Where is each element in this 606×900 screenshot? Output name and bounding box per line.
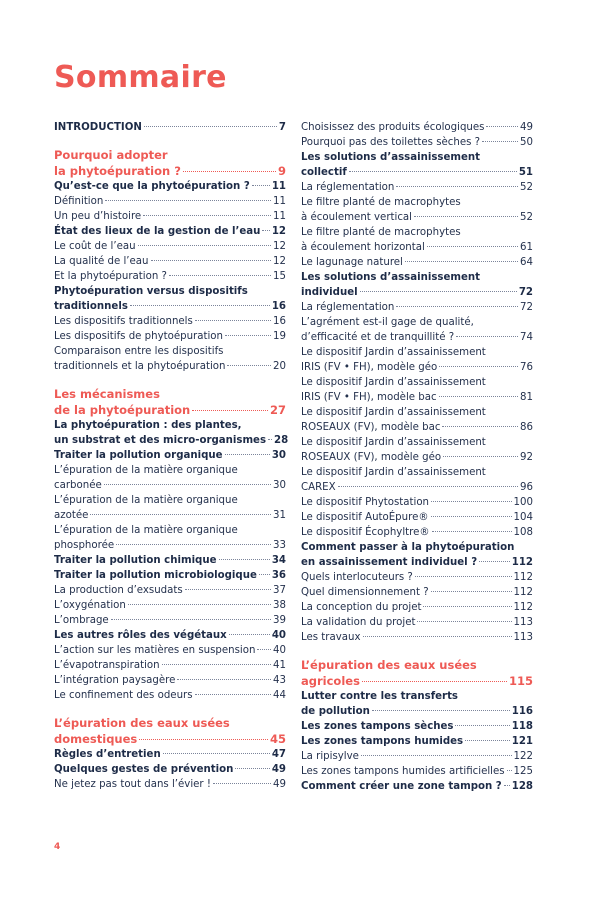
toc-entry-label: L’évapotranspiration bbox=[54, 660, 160, 671]
toc-entry-page: 11 bbox=[271, 181, 286, 192]
toc-heading-line: Pourquoi adopter bbox=[54, 148, 168, 162]
toc-entry-page: 45 bbox=[269, 732, 286, 746]
toc-entry-page: 15 bbox=[273, 271, 286, 282]
toc-entry bbox=[301, 719, 533, 734]
toc-entry-page: 31 bbox=[273, 510, 286, 521]
toc-entry-page: 122 bbox=[513, 751, 533, 762]
toc-entry-label: Traiter la pollution microbiologique bbox=[54, 570, 257, 581]
dot-leader bbox=[235, 768, 269, 769]
toc-entry-page: 125 bbox=[513, 766, 533, 777]
dot-leader bbox=[427, 246, 518, 247]
dot-leader bbox=[195, 694, 272, 695]
dot-leader bbox=[423, 606, 511, 607]
toc-entry bbox=[301, 135, 533, 150]
toc-entry-label: Les dispositifs traditionnels bbox=[54, 316, 193, 327]
toc-entry-label: Le dispositif Phytostation bbox=[301, 497, 430, 508]
toc-entry bbox=[54, 598, 286, 613]
toc-entry-page: 116 bbox=[511, 706, 533, 717]
dot-leader bbox=[417, 621, 511, 622]
toc-entry bbox=[301, 180, 533, 195]
toc-entry bbox=[301, 120, 533, 135]
toc-entry-label: L’ombrage bbox=[54, 615, 109, 626]
toc-entry bbox=[301, 630, 533, 645]
toc-entry-label: Qu’est-ce que la phytoépuration ? bbox=[54, 181, 250, 192]
dot-leader bbox=[219, 559, 270, 560]
toc-entry-page: 52 bbox=[520, 182, 533, 193]
toc-entry-page: 30 bbox=[273, 480, 286, 491]
toc-entry-page: 16 bbox=[271, 301, 286, 312]
toc-entry-page: 12 bbox=[271, 226, 286, 237]
dot-leader bbox=[363, 636, 512, 637]
toc-entry-label: CAREX bbox=[301, 482, 336, 493]
toc-entry-label: Définition bbox=[54, 196, 104, 207]
toc-entry-label: d’efficacité et de tranquillité ? bbox=[301, 332, 455, 343]
toc-entry-page: 112 bbox=[513, 572, 533, 583]
toc-entry-page: 40 bbox=[271, 630, 286, 641]
toc-heading-line: L’agrément est-il gage de qualité, bbox=[301, 317, 474, 328]
toc-entry-label: Comment créer une zone tampon ? bbox=[301, 781, 502, 792]
toc-entry bbox=[301, 255, 533, 270]
dot-leader bbox=[192, 410, 268, 411]
toc-entry-page: 108 bbox=[513, 527, 533, 538]
dot-leader bbox=[268, 439, 272, 440]
toc-entry bbox=[301, 300, 533, 315]
toc-entry-page: 33 bbox=[273, 540, 286, 551]
toc-column-right bbox=[301, 120, 533, 794]
toc-entry-label: carbonée bbox=[54, 480, 102, 491]
toc-heading-line: Le dispositif Jardin d’assainissement bbox=[301, 347, 486, 358]
toc-heading-line: Le dispositif Jardin d’assainissement bbox=[301, 467, 486, 478]
toc-entry bbox=[54, 762, 286, 777]
toc-heading-line: Les solutions d’assainissement bbox=[301, 272, 481, 283]
dot-leader bbox=[169, 275, 271, 276]
toc-heading-line: Le dispositif Jardin d’assainissement bbox=[301, 437, 486, 448]
toc-entry bbox=[301, 480, 533, 495]
toc-entry-page: 50 bbox=[520, 137, 533, 148]
toc-heading-line: Les solutions d’assainissement bbox=[301, 152, 481, 163]
toc-entry-page: 39 bbox=[273, 615, 286, 626]
toc-entry-label: Traiter la pollution chimique bbox=[54, 555, 217, 566]
dot-leader bbox=[177, 679, 271, 680]
dot-leader bbox=[229, 634, 270, 635]
toc-entry bbox=[301, 495, 533, 510]
toc-entry bbox=[54, 299, 286, 314]
toc-entry-label: Le lagunage naturel bbox=[301, 257, 403, 268]
dot-leader bbox=[104, 484, 271, 485]
toc-entry-label: Quelques gestes de prévention bbox=[54, 764, 234, 775]
toc-heading-line: Les mécanismes bbox=[54, 387, 160, 401]
toc-entry-page: 36 bbox=[271, 570, 286, 581]
dot-leader bbox=[405, 261, 518, 262]
toc-entry-page: 11 bbox=[273, 196, 286, 207]
toc-entry bbox=[301, 510, 533, 525]
toc-entry-page: 40 bbox=[273, 645, 286, 656]
toc-entry-label: Le confinement des odeurs bbox=[54, 690, 193, 701]
toc-entry bbox=[54, 209, 286, 224]
toc-heading-line: Le dispositif Jardin d’assainissement bbox=[301, 377, 486, 388]
toc-entry bbox=[301, 734, 533, 749]
toc-entry-label: phosphorée bbox=[54, 540, 115, 551]
dot-leader bbox=[443, 456, 518, 457]
toc-entry-label: Les dispositifs de phytoépuration bbox=[54, 331, 223, 342]
toc-entry-page: 115 bbox=[508, 674, 533, 688]
toc-entry bbox=[301, 330, 533, 345]
toc-entry bbox=[54, 673, 286, 688]
toc-entry bbox=[301, 615, 533, 630]
toc-entry-label: La validation du projet bbox=[301, 617, 416, 628]
dot-leader bbox=[262, 230, 269, 231]
toc-entry bbox=[54, 553, 286, 568]
toc-entry bbox=[301, 600, 533, 615]
toc-entry bbox=[301, 749, 533, 764]
toc-entry-label: État des lieux de la gestion de l’eau bbox=[54, 226, 261, 237]
dot-leader bbox=[455, 725, 509, 726]
toc-entry bbox=[301, 210, 533, 225]
toc-entry-label: individuel bbox=[301, 287, 358, 298]
toc-entry-label: Et la phytoépuration ? bbox=[54, 271, 167, 282]
toc-entry bbox=[54, 643, 286, 658]
toc-entry-page: 19 bbox=[273, 331, 286, 342]
toc-entry-label: ROSEAUX (FV), modèle bac bbox=[301, 422, 441, 433]
toc-entry-page: 128 bbox=[511, 781, 533, 792]
toc-entry bbox=[54, 239, 286, 254]
dot-leader bbox=[183, 171, 276, 172]
toc-entry-page: 11 bbox=[273, 211, 286, 222]
dot-leader bbox=[144, 126, 277, 127]
toc-entry-page: 37 bbox=[273, 585, 286, 596]
toc-entry-label: La production d’exsudats bbox=[54, 585, 183, 596]
toc-entry bbox=[54, 254, 286, 269]
toc-entry-page: 51 bbox=[518, 167, 533, 178]
toc-entry-label: Quel dimensionnement ? bbox=[301, 587, 429, 598]
toc-entry-page: 112 bbox=[513, 587, 533, 598]
toc-entry-label: agricoles bbox=[301, 674, 360, 688]
toc-entry bbox=[301, 285, 533, 300]
toc-entry-page: 41 bbox=[273, 660, 286, 671]
toc-entry-label: Les autres rôles des végétaux bbox=[54, 630, 227, 641]
toc-entry-page: 112 bbox=[513, 602, 533, 613]
toc-entry-page: 16 bbox=[273, 316, 286, 327]
toc-heading-line: Le filtre planté de macrophytes bbox=[301, 227, 461, 238]
dot-leader bbox=[415, 576, 512, 577]
toc-entry-page: 49 bbox=[520, 122, 533, 133]
toc-entry bbox=[54, 224, 286, 239]
toc-entry-label: L’intégration paysagère bbox=[54, 675, 176, 686]
toc-entry bbox=[301, 704, 533, 719]
toc-entry-label: traditionnels bbox=[54, 301, 128, 312]
toc-entry-page: 76 bbox=[520, 362, 533, 373]
dot-leader bbox=[414, 216, 518, 217]
toc-entry-page: 86 bbox=[520, 422, 533, 433]
toc-entry bbox=[301, 165, 533, 180]
toc-entry-label: ROSEAUX (FV), modèle géo bbox=[301, 452, 442, 463]
dot-leader bbox=[139, 739, 268, 740]
toc-entry-label: un substrat et des micro-organismes bbox=[54, 435, 267, 446]
toc-entry-label: IRIS (FV • FH), modèle géo bbox=[301, 362, 438, 373]
toc-entry bbox=[54, 583, 286, 598]
toc-entry-page: 49 bbox=[271, 764, 286, 775]
toc-entry-page: 9 bbox=[277, 164, 286, 178]
toc-entry bbox=[54, 508, 286, 523]
dot-leader bbox=[439, 366, 518, 367]
dot-leader bbox=[225, 454, 270, 455]
dot-leader bbox=[396, 306, 518, 307]
toc-entry-label: Traiter la pollution organique bbox=[54, 450, 223, 461]
toc-entry bbox=[301, 390, 533, 405]
toc-entry-page: 104 bbox=[513, 512, 533, 523]
toc-heading-line: Lutter contre les transferts bbox=[301, 691, 459, 702]
toc-entry-page: 44 bbox=[273, 690, 286, 701]
dot-leader bbox=[482, 141, 518, 142]
toc-entry-label: Le dispositif AutoÉpure® bbox=[301, 512, 429, 523]
toc-entry-page: 43 bbox=[273, 675, 286, 686]
dot-leader bbox=[431, 591, 512, 592]
toc-entry bbox=[54, 538, 286, 553]
toc-heading-line: Le filtre planté de macrophytes bbox=[301, 197, 461, 208]
toc-entry-label: de la phytoépuration bbox=[54, 403, 191, 417]
dot-leader bbox=[111, 619, 271, 620]
toc-entry-label: INTRODUCTION bbox=[54, 122, 142, 133]
toc-entry-label: traditionnels et la phytoépuration bbox=[54, 361, 226, 372]
toc-entry bbox=[301, 240, 533, 255]
toc-entry-page: 27 bbox=[269, 403, 286, 417]
toc-entry-page: 112 bbox=[511, 557, 533, 568]
dot-leader bbox=[431, 501, 512, 502]
dot-leader bbox=[185, 589, 271, 590]
toc-entry bbox=[301, 570, 533, 585]
toc-entry bbox=[54, 747, 286, 762]
toc-entry bbox=[301, 525, 533, 540]
toc-entry bbox=[301, 450, 533, 465]
dot-leader bbox=[151, 260, 272, 261]
toc-entry bbox=[54, 433, 289, 448]
dot-leader bbox=[252, 185, 270, 186]
dot-leader bbox=[349, 171, 517, 172]
dot-leader bbox=[362, 681, 507, 682]
toc-heading-line: Le dispositif Jardin d’assainissement bbox=[301, 407, 486, 418]
toc-entry-label: Règles d’entretien bbox=[54, 749, 161, 760]
toc-heading-line: L’épuration de la matière organique bbox=[54, 465, 238, 476]
page-title: Sommaire bbox=[54, 60, 227, 95]
toc-entry-label: L’oxygénation bbox=[54, 600, 126, 611]
toc-entry-label: La ripisylve bbox=[301, 751, 359, 762]
toc-entry-page: 118 bbox=[511, 721, 533, 732]
toc-entry-label: à écoulement horizontal bbox=[301, 242, 425, 253]
toc-entry-label: La qualité de l’eau bbox=[54, 256, 149, 267]
toc-entry bbox=[54, 658, 286, 673]
toc-entry bbox=[301, 585, 533, 600]
toc-entry-label: Pourquoi pas des toilettes sèches ? bbox=[301, 137, 481, 148]
toc-entry bbox=[54, 448, 286, 463]
toc-entry bbox=[54, 731, 286, 747]
dot-leader bbox=[162, 664, 271, 665]
dot-leader bbox=[372, 710, 510, 711]
toc-entry-label: en assainissement individuel ? bbox=[301, 557, 478, 568]
toc-entry-page: 38 bbox=[273, 600, 286, 611]
toc-heading-line: Phytoépuration versus dispositifs bbox=[54, 286, 248, 297]
dot-leader bbox=[479, 561, 510, 562]
dot-leader bbox=[456, 336, 518, 337]
dot-leader bbox=[432, 531, 512, 532]
toc-entry bbox=[301, 779, 533, 794]
toc-entry-page: 49 bbox=[273, 779, 286, 790]
toc-entry-page: 96 bbox=[520, 482, 533, 493]
toc-entry-label: Choisissez des produits écologiques bbox=[301, 122, 485, 133]
toc-entry bbox=[54, 777, 286, 792]
toc-entry-label: à écoulement vertical bbox=[301, 212, 413, 223]
toc-entry bbox=[54, 613, 286, 628]
toc-entry-label: Les zones tampons sèches bbox=[301, 721, 454, 732]
dot-leader bbox=[130, 305, 270, 306]
toc-entry-label: de pollution bbox=[301, 706, 370, 717]
toc-entry-page: 92 bbox=[520, 452, 533, 463]
dot-leader bbox=[116, 544, 271, 545]
toc-entry-label: IRIS (FV • FH), modèle bac bbox=[301, 392, 437, 403]
toc-entry-label: La conception du projet bbox=[301, 602, 422, 613]
dot-leader bbox=[504, 785, 510, 786]
toc-entry bbox=[301, 673, 533, 689]
dot-leader bbox=[259, 574, 270, 575]
toc-entry-label: Quels interlocuteurs ? bbox=[301, 572, 413, 583]
toc-entry-label: La réglementation bbox=[301, 302, 395, 313]
toc-entry bbox=[54, 194, 286, 209]
toc-entry bbox=[54, 688, 286, 703]
toc-entry bbox=[54, 359, 286, 374]
toc-entry bbox=[54, 163, 286, 179]
toc-entry-label: Les zones tampons humides artificielles bbox=[301, 766, 505, 777]
dot-leader bbox=[213, 783, 271, 784]
toc-entry-page: 30 bbox=[271, 450, 286, 461]
dot-leader bbox=[431, 516, 512, 517]
toc-entry bbox=[54, 478, 286, 493]
toc-entry bbox=[54, 120, 286, 135]
toc-entry-page: 113 bbox=[513, 617, 533, 628]
toc-entry-label: Le dispositif Écophyltre® bbox=[301, 527, 430, 538]
toc-entry-label: azotée bbox=[54, 510, 89, 521]
toc-entry bbox=[301, 764, 533, 779]
dot-leader bbox=[507, 770, 512, 771]
toc-entry-page: 20 bbox=[273, 361, 286, 372]
toc-entry-label: la phytoépuration ? bbox=[54, 164, 181, 178]
dot-leader bbox=[195, 320, 271, 321]
toc-entry-label: collectif bbox=[301, 167, 347, 178]
dot-leader bbox=[361, 755, 512, 756]
toc-entry-label: Les zones tampons humides bbox=[301, 736, 464, 747]
toc-entry-page: 72 bbox=[520, 302, 533, 313]
dot-leader bbox=[360, 291, 517, 292]
toc-entry bbox=[301, 555, 533, 570]
toc-heading-line: L’épuration de la matière organique bbox=[54, 495, 238, 506]
page-number: 4 bbox=[54, 842, 61, 852]
toc-entry bbox=[54, 628, 286, 643]
toc-entry bbox=[54, 329, 286, 344]
dot-leader bbox=[442, 426, 518, 427]
toc-entry bbox=[54, 179, 286, 194]
toc-entry-page: 47 bbox=[271, 749, 286, 760]
toc-entry-page: 61 bbox=[520, 242, 533, 253]
dot-leader bbox=[396, 186, 518, 187]
toc-entry-page: 121 bbox=[511, 736, 533, 747]
toc-entry-label: Ne jetez pas tout dans l’évier ! bbox=[54, 779, 211, 790]
dot-leader bbox=[225, 335, 271, 336]
dot-leader bbox=[338, 486, 518, 487]
dot-leader bbox=[439, 396, 518, 397]
toc-entry bbox=[54, 402, 286, 418]
toc-entry-page: 72 bbox=[518, 287, 533, 298]
toc-entry-page: 7 bbox=[278, 122, 286, 133]
toc-entry-label: Le coût de l’eau bbox=[54, 241, 136, 252]
toc-entry bbox=[54, 269, 286, 284]
toc-entry bbox=[301, 360, 533, 375]
toc-entry-page: 64 bbox=[520, 257, 533, 268]
toc-entry-label: La réglementation bbox=[301, 182, 395, 193]
dot-leader bbox=[143, 215, 271, 216]
toc-entry bbox=[301, 420, 533, 435]
toc-entry-page: 100 bbox=[513, 497, 533, 508]
toc-entry-label: Les travaux bbox=[301, 632, 361, 643]
toc-entry-label: L’action sur les matières en suspension bbox=[54, 645, 256, 656]
toc-heading-line: Comparaison entre les dispositifs bbox=[54, 346, 224, 357]
toc-column-left bbox=[54, 120, 289, 792]
toc-entry-page: 81 bbox=[520, 392, 533, 403]
toc-entry-page: 12 bbox=[273, 241, 286, 252]
toc-entry-page: 28 bbox=[274, 435, 289, 446]
toc-entry bbox=[54, 568, 286, 583]
dot-leader bbox=[257, 649, 271, 650]
toc-entry-page: 12 bbox=[273, 256, 286, 267]
toc-heading-line: L’épuration des eaux usées bbox=[301, 658, 477, 672]
dot-leader bbox=[227, 365, 271, 366]
dot-leader bbox=[128, 604, 271, 605]
toc-entry-page: 113 bbox=[513, 632, 533, 643]
toc-heading-line: L’épuration des eaux usées bbox=[54, 716, 230, 730]
toc-entry-page: 52 bbox=[520, 212, 533, 223]
dot-leader bbox=[465, 740, 510, 741]
toc-heading-line: La phytoépuration : des plantes, bbox=[54, 420, 242, 431]
dot-leader bbox=[105, 200, 271, 201]
dot-leader bbox=[90, 514, 271, 515]
toc-entry-page: 34 bbox=[271, 555, 286, 566]
toc-entry bbox=[54, 314, 286, 329]
dot-leader bbox=[163, 753, 270, 754]
toc-heading-line: Comment passer à la phytoépuration bbox=[301, 542, 515, 553]
toc-entry-page: 74 bbox=[520, 332, 533, 343]
dot-leader bbox=[138, 245, 271, 246]
toc-entry-label: Un peu d’histoire bbox=[54, 211, 142, 222]
toc-entry-label: domestiques bbox=[54, 732, 138, 746]
toc-heading-line: L’épuration de la matière organique bbox=[54, 525, 238, 536]
dot-leader bbox=[486, 126, 518, 127]
